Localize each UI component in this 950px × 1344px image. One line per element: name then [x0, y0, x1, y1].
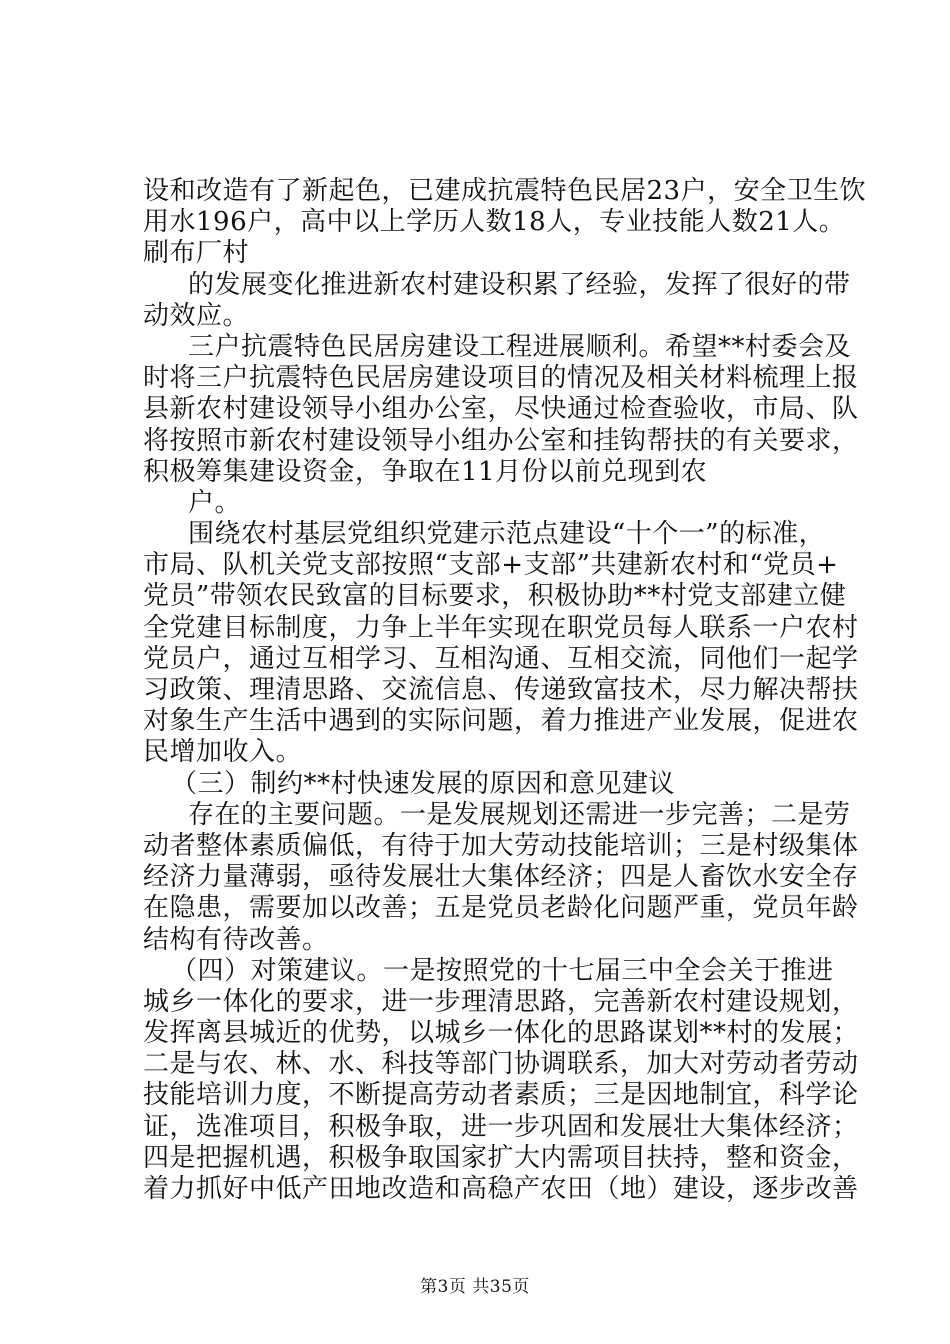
- text-line: 发挥离县城近的优势，以城乡一体化的思路谋划**村的发展；: [143, 1018, 860, 1049]
- document-body: [143, 176, 867, 1205]
- text-line: 将按照市新农村建设领导小组办公室和挂钩帮扶的有关要求，: [143, 425, 859, 456]
- text-line: （三）制约**村快速发展的原因和意见建议: [171, 768, 676, 799]
- text-line: 二是与农、林、水、科技等部门协调联系，加大对劳动者劳动: [143, 1049, 859, 1080]
- text-line: 的发展变化推进新农村建设积累了经验，发挥了很好的带: [188, 269, 851, 300]
- text-line: 技能培训力度，不断提高劳动者素质；三是因地制宜，科学论: [143, 1080, 859, 1111]
- text-line: 民增加收入。: [143, 737, 303, 768]
- text-line: 动效应。: [143, 300, 250, 331]
- text-line: 户。: [188, 487, 242, 518]
- text-line: 经济力量薄弱，亟待发展壮大集体经济；四是人畜饮水安全存: [143, 862, 859, 893]
- text-line: 党员”带领农民致富的目标要求，积极协助**村党支部建立健: [143, 581, 847, 612]
- text-line: 动者整体素质偏低，有待于加大劳动技能培训；三是村级集体: [143, 830, 859, 861]
- text-line: 城乡一体化的要求，进一步理清思路，完善新农村建设规划，: [143, 986, 859, 1017]
- text-line: 在隐患，需要加以改善；五是党员老龄化问题严重，党员年龄: [143, 893, 859, 924]
- text-line: 时将三户抗震特色民居房建设项目的情况及相关材料梳理上报: [143, 363, 859, 394]
- text-line: 市局、队机关党支部按照“支部+支部”共建新农村和“党员+: [143, 550, 839, 581]
- text-line: 习政策、理清思路、交流信息、传递致富技术，尽力解决帮扶: [143, 675, 859, 705]
- text-line: 党员户，通过互相学习、互相沟通、互相交流，同他们一起学: [143, 643, 859, 674]
- text-line: 全党建目标制度，力争上半年实现在职党员每人联系一户农村: [143, 612, 859, 643]
- text-line: 围绕农村基层党组织党建示范点建设“十个一”的标准，: [188, 519, 826, 550]
- text-line: 刷布厂村: [143, 238, 250, 269]
- text-line: 存在的主要问题。一是发展规划还需进一步完善；二是劳: [188, 799, 851, 830]
- page-footer: 第3页 共35页: [420, 1277, 530, 1297]
- text-line: 证，选准项目，积极争取，进一步巩固和发展壮大集体经济；: [143, 1111, 859, 1142]
- text-line: 四是把握机遇，积极争取国家扩大内需项目扶持，整和资金，: [143, 1142, 859, 1173]
- text-line: （四）对策建议。一是按照党的十七届三中全会关于推进: [171, 955, 834, 986]
- text-line: 对象生产生活中遇到的实际问题，着力推进产业发展，促进农: [143, 706, 859, 737]
- text-line: 三户抗震特色民居房建设工程进展顺利。希望**村委会及: [188, 331, 852, 362]
- text-line: 县新农村建设领导小组办公室，尽快通过检查验收，市局、队: [143, 394, 859, 425]
- text-line: 着力抓好中低产田地改造和高稳产农田（地）建设，逐步改善: [143, 1174, 859, 1204]
- text-line: 结构有待改善。: [143, 924, 329, 955]
- text-line: 积极筹集建设资金，争取在11月份以前兑现到农: [143, 456, 708, 487]
- text-line: 用水196户，高中以上学历人数18人，专业技能人数21人。: [143, 207, 846, 238]
- text-line: 设和改造有了新起色，已建成抗震特色民居23户，安全卫生饮: [143, 176, 867, 206]
